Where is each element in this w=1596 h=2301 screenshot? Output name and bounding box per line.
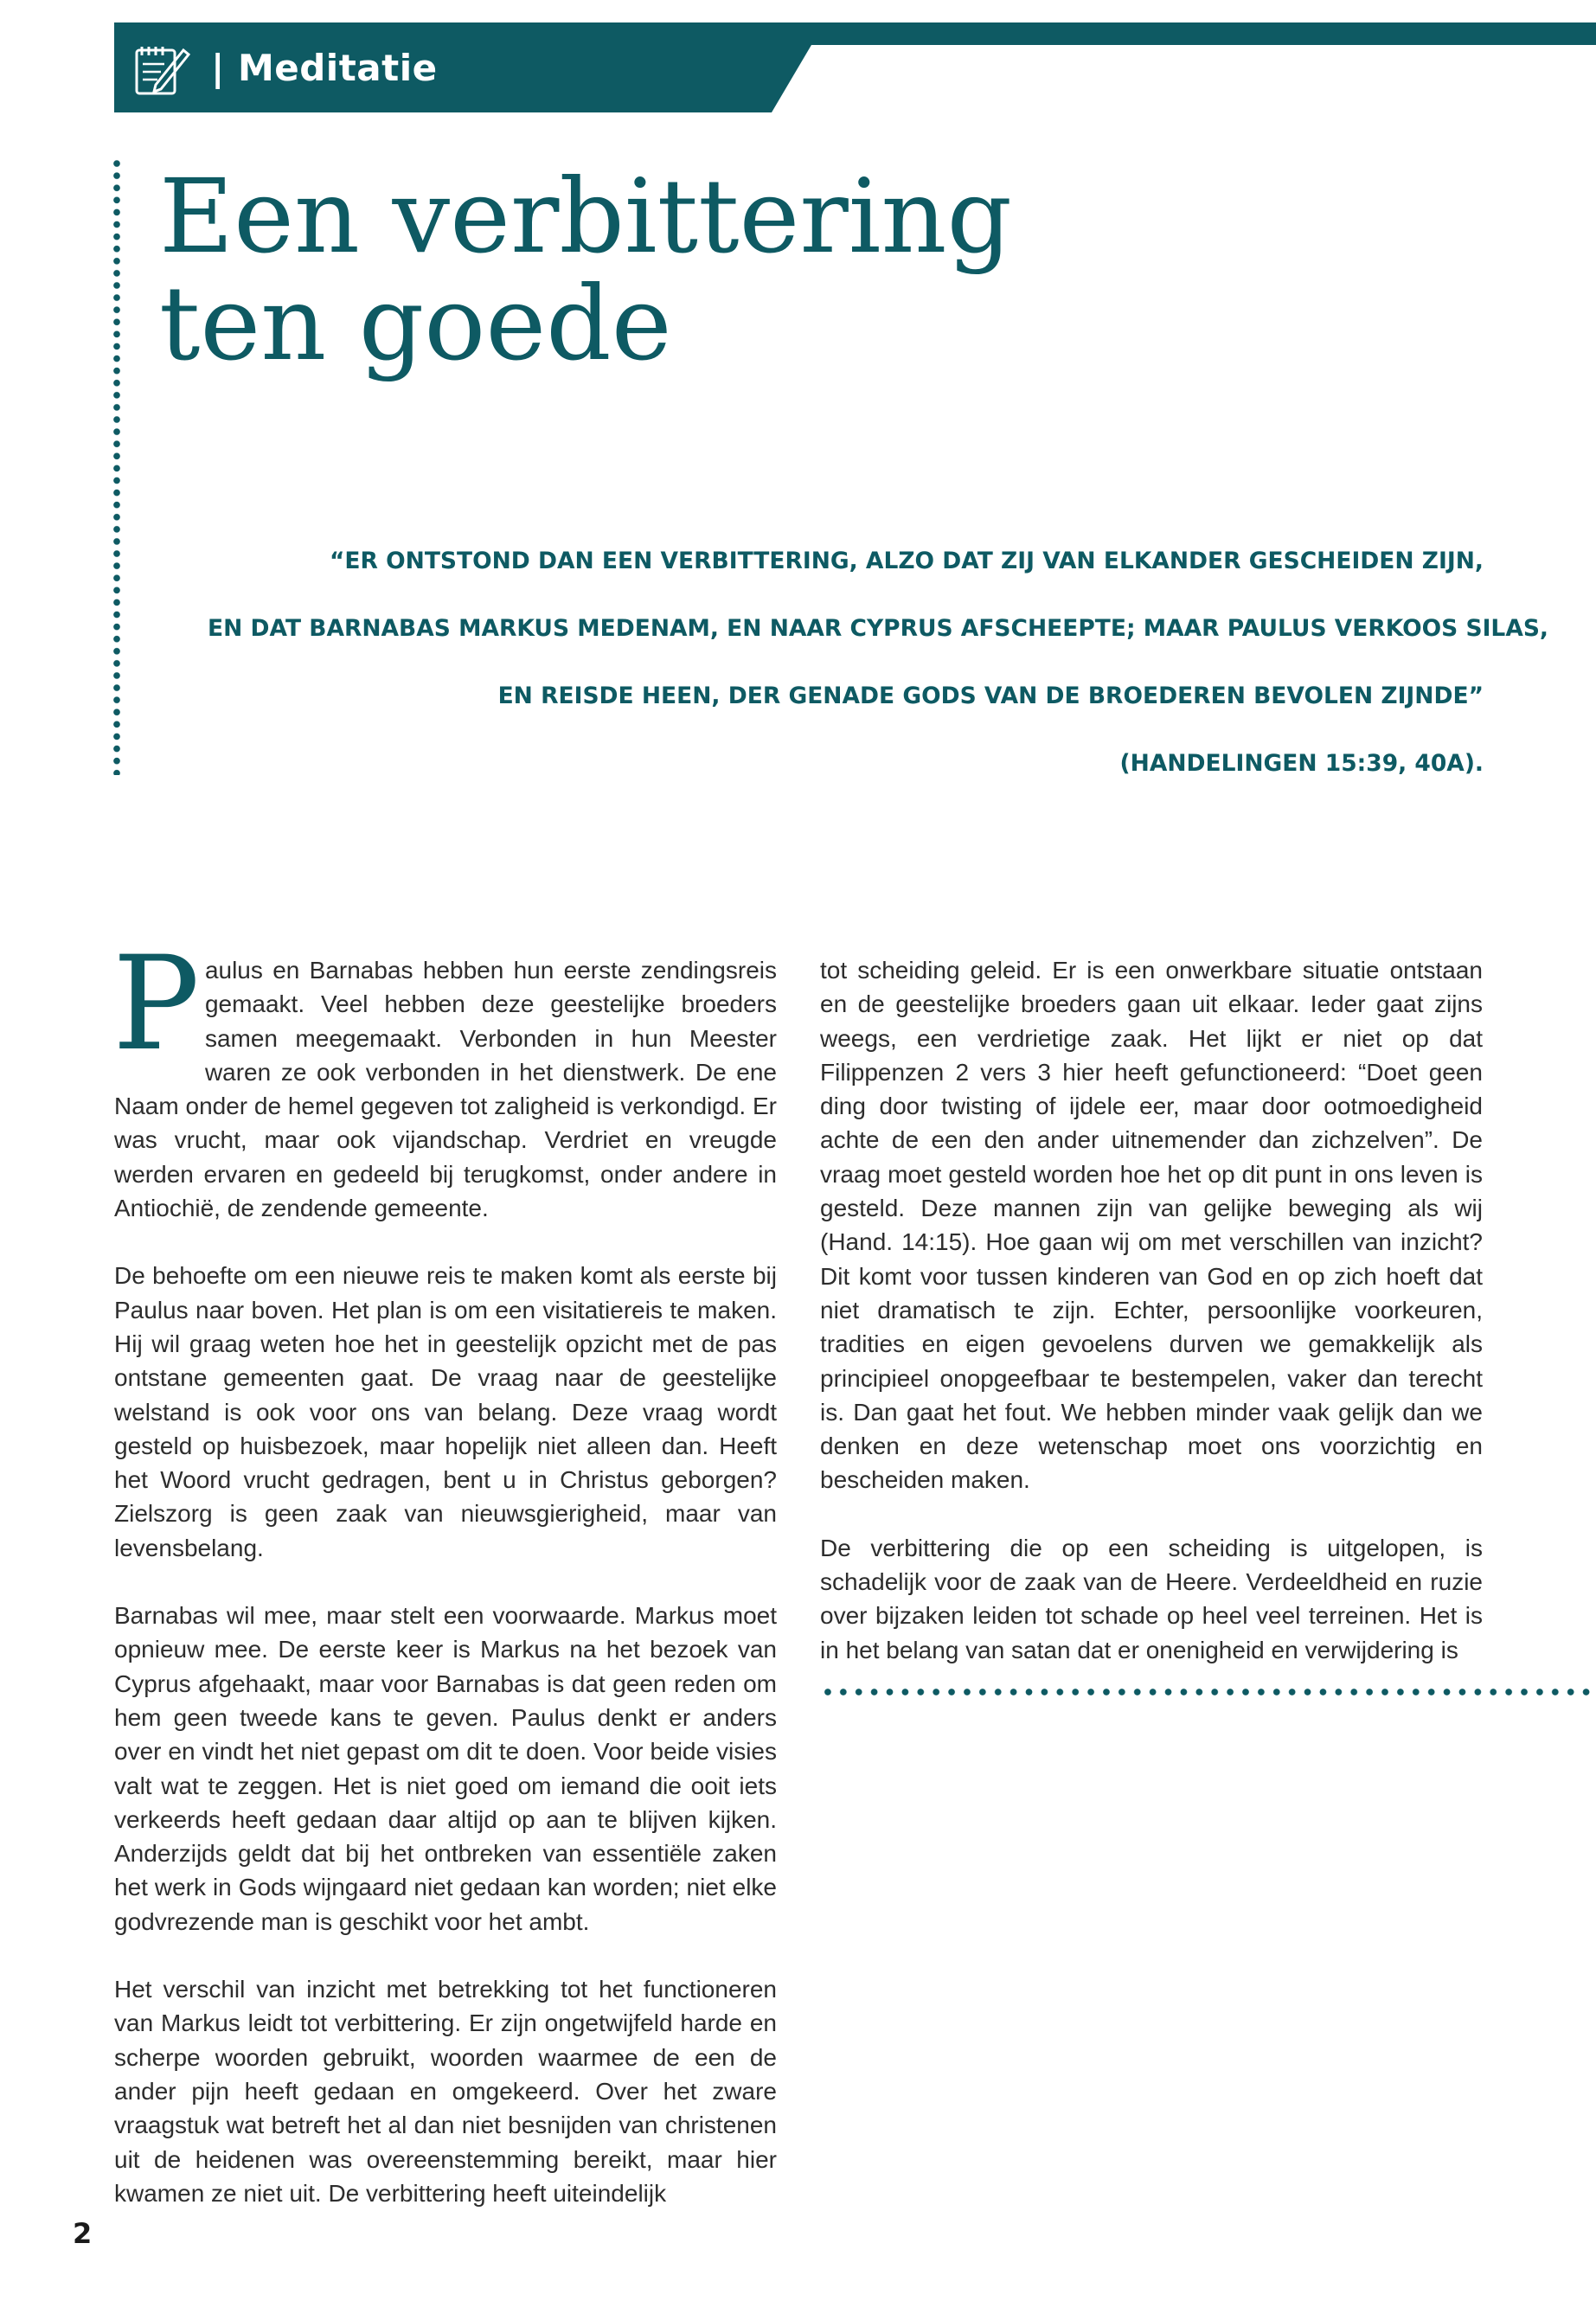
- title-line-1: Een verbittering: [159, 157, 1013, 276]
- dotted-divider-vertical: [112, 157, 121, 775]
- scripture-line-3: EN REISDE HEEN, DER GENADE GODS VAN DE BROEDEREN BEVOLEN ZIJNDE”: [497, 683, 1484, 709]
- scripture-quote: [208, 536, 1548, 806]
- paragraph-2: De behoefte om een nieuwe reis te maken komt als eerste bij Paulus naar boven. Het plan is om een visitatiereis te maken. Hij wil graag weten hoe het in geestelijk opzicht met de pas ontstane gemeenten gaat. De vraag naar de geestelijke welstand is ook voor ons van belang. Deze vraag wordt gesteld op huisbezoek, maar hopelijk niet alleen dan. Heeft het Woord vrucht gedragen, bent u in Christus geborgen? Zielszorg is geen zaak van nieuwsgierigheid, maar van levensbelang.: [114, 1262, 777, 1561]
- section-label: | Meditatie: [211, 47, 438, 89]
- drop-cap: P: [112, 929, 200, 1080]
- text-column-left: [112, 929, 777, 2244]
- dotted-divider-horizontal: [820, 1687, 1596, 1697]
- scripture-line-1: “ER ONTSTOND DAN EEN VERBITTERING, ALZO DAT ZIJ VAN ELKANDER GESCHEIDEN ZIJN,: [329, 548, 1484, 574]
- scripture-line-2: EN DAT BARNABAS MARKUS MEDENAM, EN NAAR CYPRUS AFSCHEEPTE; MAAR PAULUS VERKOOS SILAS,: [208, 615, 1548, 642]
- title-line-2: ten goede: [159, 264, 672, 383]
- article-title: [159, 157, 1111, 383]
- text-column-right: [820, 953, 1483, 1701]
- paragraph-1: [112, 929, 777, 1225]
- scripture-reference: (HANDELINGEN 15:39, 40A).: [1119, 750, 1484, 777]
- paragraph-3: Barnabas wil mee, maar stelt een voorwaarde. Markus moet opnieuw mee. De eerste keer is Markus na het bezoek van Cyprus afgehaakt, maar voor Barnabas is dat geen reden om hem geen tweede kans te geven. Paulus denkt er anders over en vindt het niet gepast om dit te doen. Voor beide visies valt wat te zeggen. Het is niet goed om iemand die ooit iets verkeerds heeft gedaan daar altijd op aan te blijven kijken. Anderzijds geldt dat bij het ontbreken van essentiële zaken het werk in Gods wijngaard niet gedaan kan worden; niet elke godvrezende man is geschikt voor het ambt.: [114, 1602, 777, 1935]
- paragraph-4-continued: tot scheiding geleid. Er is een onwerkbare situatie ontstaan en de geestelijke broeders gaan uit elkaar. Ieder gaat zijns weegs, een verdrietige zaak. Het lijkt er niet op dat Filippenzen 2 vers 3 hier heeft gefunctioneerd: “Doet geen ding door twisting of ijdele eer, maar door ootmoedigheid achte de een den ander uitnemender dan zichzelven”. De vraag moet gesteld worden hoe het op dit punt in ons leven is gesteld. Deze mannen zijn van gelijke beweging als wij (Hand. 14:15). Hoe gaan wij om met verschillen van inzicht? Dit komt voor tussen kinderen van God en op zich hoeft dat niet dramatisch te zijn. Echter, persoonlijke voorkeuren, tradities en eigen gevoelens durven we gemakkelijk als principieel onopgeefbaar te bestempelen, vaker dan terecht is. Dan gaat het fout. We hebben minder vaak gelijk dan we denken en deze wetenschap moet ons voorzichtig en bescheiden maken.: [820, 957, 1483, 1494]
- paragraph-4-start: Het verschil van inzicht met betrekking tot het functioneren van Markus leidt tot verbittering. Er zijn ongetwijfeld harde en scherpe woorden gebruikt, woorden waarmee de een de ander pijn heeft gedaan en omgekeerd. Over het zware vraagstuk wat betreft het al dan niet besnijden van christenen uit de heidenen was overeenstemming bereikt, maar hier kwamen ze niet uit. De verbittering heeft uiteindelijk: [114, 1976, 777, 2207]
- paragraph-5: De verbittering die op een scheiding is uitgelopen, is schadelijk voor de zaak van de Heere. Verdeeldheid en ruzie over bijzaken leiden tot schade op heel veel terreinen. Het is in het belang van satan dat er onenigheid en verwijdering is: [820, 1534, 1483, 1663]
- writing-notepad-icon: [130, 38, 192, 99]
- page-number: 2: [73, 2217, 93, 2250]
- paragraph-1-text: aulus en Barnabas hebben hun eerste zendingsreis gemaakt. Veel hebben deze geestelijke broeders samen meegemaakt. Verbonden in hun Meester waren ze ook verbonden in het dienstwerk. De ene Naam onder de hemel gegeven tot zaligheid is verkondigd. Er was vrucht, maar ook vijandschap. Verdriet en vreugde werden ervaren en gedeeld bij terugkomst, onder andere in Antiochië, de zendende gemeente.: [114, 957, 777, 1222]
